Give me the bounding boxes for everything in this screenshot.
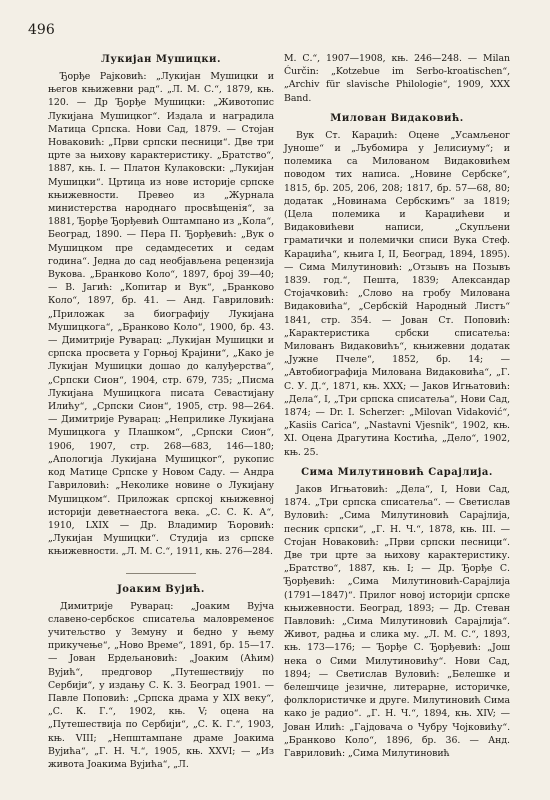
section-heading-milutinovic: Сима Милутиновић Сарајлија. xyxy=(301,466,493,478)
page-body xyxy=(48,52,510,790)
section-heading-musicki: Лукијан Мушицки. xyxy=(101,54,221,65)
section-heading-vidakovic: Милован Видаковић. xyxy=(330,112,464,124)
section-heading-vujic: Јоаким Вујић. xyxy=(117,583,205,595)
section-divider xyxy=(126,573,196,574)
continued-text-vujic: М. С.“, 1907—1908, књ. 246—248. — Milan Ćurčin: „Kotzebue im Serbo-kroatischen“, „Archiv für slavische Philologie“, 1909, XXX Band. xyxy=(284,53,510,104)
section-text-musicki: Ђорђе Рајковић: „Лукијан Мушицки и његов књижевни рад“. „Л. М. С.“, 1879, књ. 120. — Др Ђорђе Мушицки: „Животопис Лукијана Мушицког“. Издала и наградила Матица Српска. Нови Сад, 1879. — Стојан Новаковић: „Први српски песници“. Две три црте за њихову карактеристику. „Братство“, 1887, књ. I. — Платон Кулаковски: „Лукијан Мушицки“. Цртица из нове историје српске књижевности. Превео из „Журнала министерства народнаго просвѣщенія“, за 1881, Ђорђе Ђорђевић Оштампано из „Кола“, Београд, 1890. — Пера П. Ђорђевић: „Вук о Мушицком пре седамдесетих и седам година“. Једна до сад необјављена рецензија Вукова. „Бранково Коло“, 1897, број 39—40; — В. Јагић: „Копитар и Вук“, „Бранково Коло“, 1897, бр. 41. — Анд. Гавриловић: „Приложак за биографију Лукијана Мушицкога“, „Бранково Коло“, 1900, бр. 43. — Димитрије Руварац: „Лукијан Мушицки и српска просвета у Горњој Крајини“, „Како је Лукијан Мушицки дошао до калуђерства“, „Српски Сион“, 1904, стр. 679, 735; „Писма Лукијана Мушицкога писата Севастијану Илићу“, „Српски Сион“, 1905, стр. 98—264. — Димитрије Руварац: „Неприлике Лукијана Мушицкога у Плашком“, „Српски Сион“, 1906, 1907, стр. 268—683, 146—180; „Апологија Лукијана Мушицког“, рукопис код Матице Српске у Новом Саду. — Андра Гавриловић: „Неколике новине о Лукијану Мушицком“. Приложак српској књижевној историји деветнаестога века. „С. С. К. А“, 1910, LXIX — Др. Владимир Ћоровић: „Лукијан Мушицки“. Студија из српске књижевности. „Л. М. С.“, 1911, књ. 276—284. xyxy=(48,71,274,558)
section-text-milutinovic: Јаков Игњатовић: „Дела“, I, Нови Сад, 1874. „Три српска списатеља“. — Светислав Вуловић: „Сима Милутиновић Сарајлија, песник српски“, „Г. Н. Ч.“, 1878, књ. III. — Стојан Новаковић: „Први српски песници“. Две три црте за њихову карактеристику. „Братство“, 1887, књ. I; — Др. Ђорђе С. Ђорђевић: „Сима Милутиновић-Сарајлија (1791—1847)“. Прилог новој историји српске књижевности. Београд, 1893; — Др. Стеван Павловић: „Сима Милутиновић Сарајлија“. Живот, радња и слика му. „Л. М. С.“, 1893, књ. 173—176; — Ђорђе С. Ђорђевић: „Још нека о Сими Милутиновићу“. Нови Сад, 1894; — Светислав Вуловић: „Белешке и белешчице језичне, литерарне, историчке, фолклористичке и друге. Милутиновић Сима како је радио“. „Г. Н. Ч.“, 1894, књ. XIV; — Јован Илић: „Гајдовача о Чубру Чојковићу“. „Бранково Коло“, 1896, бр. 36. — Анд. Гавриловић: „Сима Милутиновић xyxy=(284,483,510,759)
section-text-vujic: Димитрије Руварац: „Јоаким Вујча славено-сербскоє списатеља маловременоє учитељство у Земуну и бедно у њему прикучење“, „Ново Време“, 1891, бр. 15—17. — Јован Ердељановић: „Јоаким (Аћим) Вујић“, предговор „Путешествију по Сербији“, у издању С. К. З. Београд 1901. — Павле Поповић: „Српска драма у XIX веку“, „С. К. Г.“, 1902, књ. V; оцена на „Путешествија по Сербији“, „С. К. Г.“, 1903, књ. VIII; „Непштампане драме Јоакима Вујића“, „Г. Н. Ч.“, 1905, књ. XXVI; — „Из живота Јоакима Вујића“, „Л. xyxy=(48,600,274,770)
page-number: 496 xyxy=(28,22,55,38)
right-column xyxy=(284,52,510,790)
section-text-vidakovic: Вук Ст. Караџић: Оцене „Усамљеног Јуноше“ и „Љубомира у Јелисиуму“; и полемика са Милованом Видаковићем поводом тих написа. „Новине Сербске“, 1815, бр. 205, 206, 208; 1817, бр. 57—68, 80; додатак „Новинама Сербскимъ“ за 1819; (Цела полемика и Караџићеви и Видаковићеви написи, „Скупљени граматички и полемички списи Вука Стеф. Караџића“, књига I, II, Београд, 1894, 1895). — Сима Милутиновић: „Отзывъ на Позывъ 1839. год.“, Пешта, 1839; Александар Стојачковић: „Слово на гробу Милована Видаковића“, „Сербскій Народный Листъ“ 1841, стр. 354. — Јован Ст. Поповић: „Карактеристика србски списатеља: Милованъ Видаковићъ“, књижевни додатак „Јужне Пчеле“, 1852, бр. 14; — „Автобиографија Милована Видаковића“, „Г. С. У. Д.“, 1871, књ. XXX; — Јаков Игњатовић: „Дела“, I, „Три српска списатеља“, Нови Сад, 1874; — Dr. I. Scherzer: „Milovan Vidaković“, „Kasiis Carica“, „Nastavni Vjesnik“, 1902, књ. XI. Оцена Драгутина Костића, „Дело“, 1902, књ. 25. xyxy=(284,129,510,458)
left-column xyxy=(48,52,274,790)
